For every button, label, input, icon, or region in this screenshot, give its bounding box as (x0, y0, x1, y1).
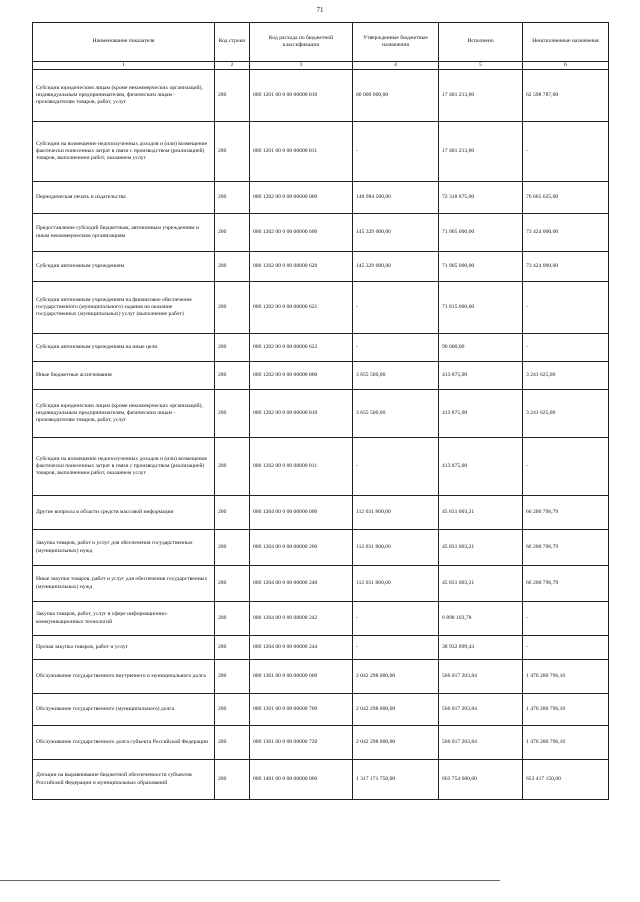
budget-execution-table (32, 22, 609, 800)
table-row (33, 438, 609, 496)
row-executed: 413 875,00 (439, 390, 523, 438)
row-remaining: 66 200 796,79 (523, 530, 609, 566)
header-executed: Исполнено (439, 23, 523, 62)
column-number: 6 (523, 62, 609, 70)
row-name: Субсидии юридическим лицам (кроме некоммерческих организаций), индивидуальным предпринимателям, физическим лицам - производителям товаров, работ, услуг (33, 70, 215, 122)
row-name: Предоставление субсидий бюджетным, автономным учреждениям и иным некоммерческим организациям (33, 214, 215, 252)
row-line-code: 200 (215, 530, 250, 566)
row-name: Субсидии автономным учреждениям на финансовое обеспечение государственного (муниципального) задания на оказание государственных (муниципальных) услуг (выполнение работ) (33, 282, 215, 334)
row-remaining: - (523, 438, 609, 496)
row-line-code: 200 (215, 660, 250, 694)
row-expense-code: 000 1204 00 0 00 00000 240 (250, 566, 353, 602)
row-line-code: 200 (215, 252, 250, 282)
row-name: Закупка товаров, работ, услуг в сфере информационно-коммуникационных технологий (33, 602, 215, 636)
table-row (33, 530, 609, 566)
row-expense-code: 000 1201 00 0 00 00000 811 (250, 122, 353, 182)
row-name: Обслуживание государственного долга субъекта Российской Федерации (33, 726, 215, 760)
row-line-code: 200 (215, 438, 250, 496)
row-remaining: 66 200 796,79 (523, 566, 609, 602)
row-expense-code: 000 1204 00 0 00 00000 200 (250, 530, 353, 566)
row-expense-code: 000 1204 00 0 00 00000 000 (250, 496, 353, 530)
table-row (33, 70, 609, 122)
row-expense-code: 000 1202 00 0 00 00000 620 (250, 252, 353, 282)
row-remaining: - (523, 282, 609, 334)
row-approved: - (353, 122, 439, 182)
row-line-code: 200 (215, 122, 250, 182)
footer-rule (0, 880, 500, 881)
column-number-row (33, 62, 609, 70)
row-expense-code: 000 1202 00 0 00 00000 810 (250, 390, 353, 438)
row-line-code: 200 (215, 282, 250, 334)
row-expense-code: 000 1301 00 0 00 00000 720 (250, 726, 353, 760)
header-approved: Утвержденные бюджетные назначения (353, 23, 439, 62)
row-remaining: 73 424 000,00 (523, 252, 609, 282)
row-executed: 45 831 003,21 (439, 566, 523, 602)
row-approved: 3 655 500,00 (353, 362, 439, 390)
table-row (33, 362, 609, 390)
row-name: Субсидии автономным учреждениям на иные цели (33, 334, 215, 362)
column-number: 5 (439, 62, 523, 70)
row-remaining: - (523, 602, 609, 636)
row-name: Субсидии юридическим лицам (кроме некоммерческих организаций), индивидуальным предпринимателям, физическим лицам - производителям товаров, работ, услуг (33, 390, 215, 438)
row-name: Субсидии на возмещение недополученных доходов и (или) возмещение фактически понесенных затрат в связи с производством (реализацией) товаров, выполнением работ, оказанием услуг (33, 438, 215, 496)
row-name: Прочая закупка товаров, работ и услуг (33, 636, 215, 660)
row-executed: 45 831 003,21 (439, 530, 523, 566)
column-number: 3 (250, 62, 353, 70)
row-line-code: 200 (215, 566, 250, 602)
table-row (33, 660, 609, 694)
row-approved: 2 042 298 000,00 (353, 694, 439, 726)
row-expense-code: 000 1204 00 0 00 00000 244 (250, 636, 353, 660)
row-executed: 413 875,00 (439, 362, 523, 390)
row-approved: - (353, 636, 439, 660)
row-executed: 71 905 000,00 (439, 214, 523, 252)
row-approved: 145 329 000,00 (353, 214, 439, 252)
header-indicator-name: Наименование показателя (33, 23, 215, 62)
row-approved: 2 042 298 000,00 (353, 726, 439, 760)
table-row (33, 726, 609, 760)
row-expense-code: 000 1201 00 0 00 00000 810 (250, 70, 353, 122)
row-approved: 112 031 800,00 (353, 566, 439, 602)
row-approved: 1 317 171 750,00 (353, 760, 439, 800)
row-approved: 145 329 000,00 (353, 252, 439, 282)
row-executed: 90 000,00 (439, 334, 523, 362)
header-expense-code: Код расхода по бюджетной классификации (250, 23, 353, 62)
row-remaining: 1 476 280 796,16 (523, 694, 609, 726)
row-remaining: 66 200 796,79 (523, 496, 609, 530)
row-executed: 17 401 213,00 (439, 70, 523, 122)
row-name: Обслуживание государственного внутреннего и муниципального долга (33, 660, 215, 694)
table-row (33, 390, 609, 438)
table-row (33, 252, 609, 282)
row-executed: 45 831 003,21 (439, 496, 523, 530)
row-expense-code: 000 1202 00 0 00 00000 800 (250, 362, 353, 390)
row-expense-code: 000 1202 00 0 00 00000 621 (250, 282, 353, 334)
row-executed: 6 898 103,78 (439, 602, 523, 636)
row-name: Обслуживание государственного (муниципального) долга (33, 694, 215, 726)
row-line-code: 200 (215, 70, 250, 122)
table-row (33, 122, 609, 182)
row-executed: 38 932 899,43 (439, 636, 523, 660)
row-name: Закупка товаров, работ и услуг для обеспечения государственных (муниципальных) нужд (33, 530, 215, 566)
row-executed: 71 815 000,00 (439, 282, 523, 334)
table-row (33, 334, 609, 362)
row-line-code: 200 (215, 694, 250, 726)
row-remaining: 76 665 625,00 (523, 182, 609, 214)
row-line-code: 200 (215, 214, 250, 252)
row-approved: - (353, 334, 439, 362)
table-row (33, 760, 609, 800)
row-approved: 80 000 000,00 (353, 70, 439, 122)
row-remaining: 62 598 787,00 (523, 70, 609, 122)
column-number: 4 (353, 62, 439, 70)
row-remaining: 73 424 000,00 (523, 214, 609, 252)
row-name: Периодическая печать и издательства (33, 182, 215, 214)
row-approved: - (353, 282, 439, 334)
row-name: Иные закупки товаров, работ и услуг для обеспечения государственных (муниципальных) нужд (33, 566, 215, 602)
row-remaining: - (523, 122, 609, 182)
row-remaining: 653 417 150,00 (523, 760, 609, 800)
row-executed: 566 017 203,84 (439, 694, 523, 726)
row-executed: 566 017 203,84 (439, 660, 523, 694)
row-approved: 112 031 800,00 (353, 496, 439, 530)
row-approved: 112 031 800,00 (353, 530, 439, 566)
row-executed: 72 318 875,00 (439, 182, 523, 214)
row-line-code: 200 (215, 182, 250, 214)
row-approved: - (353, 602, 439, 636)
column-number: 2 (215, 62, 250, 70)
table-row (33, 694, 609, 726)
row-expense-code: 000 1202 00 0 00 00000 000 (250, 182, 353, 214)
row-expense-code: 000 1202 00 0 00 00000 600 (250, 214, 353, 252)
row-name: Дотации на выравнивание бюджетной обеспеченности субъектов Российской Федерации и муниципальных образований (33, 760, 215, 800)
row-name: Другие вопросы в области средств массовой информации (33, 496, 215, 530)
table-header-row (33, 23, 609, 62)
row-expense-code: 000 1301 00 0 00 00000 700 (250, 694, 353, 726)
table-row (33, 636, 609, 660)
row-line-code: 200 (215, 602, 250, 636)
row-approved: - (353, 438, 439, 496)
table-row (33, 566, 609, 602)
row-name: Субсидии автономным учреждениям (33, 252, 215, 282)
row-line-code: 200 (215, 726, 250, 760)
row-line-code: 200 (215, 496, 250, 530)
row-expense-code: 000 1401 00 0 00 00000 000 (250, 760, 353, 800)
header-line-code: Код строки (215, 23, 250, 62)
table-row (33, 496, 609, 530)
row-executed: 566 017 203,84 (439, 726, 523, 760)
row-remaining: - (523, 636, 609, 660)
row-line-code: 200 (215, 760, 250, 800)
row-executed: 71 905 000,00 (439, 252, 523, 282)
column-number: 1 (33, 62, 215, 70)
row-remaining: - (523, 334, 609, 362)
row-remaining: 1 476 280 796,16 (523, 726, 609, 760)
row-approved: 2 042 298 000,00 (353, 660, 439, 694)
row-remaining: 3 241 625,00 (523, 390, 609, 438)
row-executed: 663 754 600,00 (439, 760, 523, 800)
row-expense-code: 000 1301 00 0 00 00000 000 (250, 660, 353, 694)
row-executed: 413 875,00 (439, 438, 523, 496)
table-row (33, 214, 609, 252)
row-line-code: 200 (215, 362, 250, 390)
header-remaining: Неисполненные назначения (523, 23, 609, 62)
table-row (33, 182, 609, 214)
row-executed: 17 401 213,00 (439, 122, 523, 182)
table-body (33, 70, 609, 800)
row-expense-code: 000 1204 00 0 00 00000 242 (250, 602, 353, 636)
row-line-code: 200 (215, 334, 250, 362)
row-name: Субсидии на возмещение недополученных доходов и (или) возмещение фактически понесенных затрат в связи с производством (реализацией) товаров, выполнением работ, оказанием услуг (33, 122, 215, 182)
row-approved: 148 984 500,00 (353, 182, 439, 214)
row-expense-code: 000 1202 00 0 00 00000 622 (250, 334, 353, 362)
row-expense-code: 000 1202 00 0 00 00000 811 (250, 438, 353, 496)
row-remaining: 1 476 280 796,16 (523, 660, 609, 694)
row-line-code: 200 (215, 636, 250, 660)
table-row (33, 282, 609, 334)
row-name: Иные бюджетные ассигнования (33, 362, 215, 390)
page-number: 71 (316, 6, 324, 14)
row-remaining: 3 241 625,00 (523, 362, 609, 390)
table-row (33, 602, 609, 636)
row-approved: 3 655 500,00 (353, 390, 439, 438)
row-line-code: 200 (215, 390, 250, 438)
